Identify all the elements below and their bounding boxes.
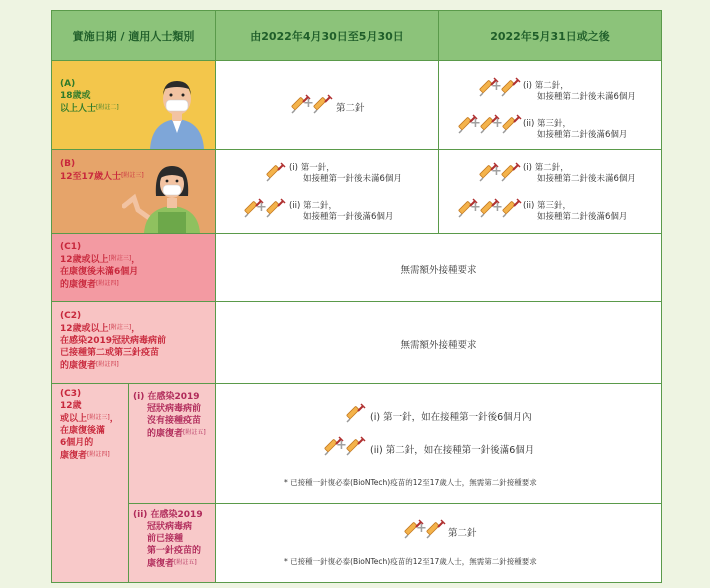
plus-icon: + (492, 116, 503, 131)
row-b-p2-i-sub: 如接種第二針後未滿6個月 (537, 174, 636, 184)
grid-line (438, 11, 439, 233)
row-b-note: [附註三] (121, 172, 144, 179)
row-c3-sub-i-line1: (i) 在感染2019 (133, 392, 200, 402)
row-c2-content-cell (216, 302, 661, 383)
row-c3-sub-ii-cell (129, 504, 215, 582)
row-c1-line3: 的康復者 (60, 280, 97, 290)
row-c3-sub-i-opt2: (ii) 第二針，如在接種第一針後滿6個月 (370, 445, 535, 456)
header-period-2: 2022年5月31日或之後 (439, 11, 661, 60)
row-b-period1-cell (216, 150, 438, 233)
row-c1-label-cell (52, 234, 215, 301)
syringe-icon (311, 94, 333, 116)
grid-line (52, 233, 661, 234)
row-b-p2-ii-sub: 如接種第二針後滿6個月 (537, 212, 628, 222)
row-c1-content: 無需額外接種要求 (400, 265, 477, 276)
grid-line (129, 503, 661, 504)
row-c3-sub-i-note: [附註五] (183, 429, 206, 436)
row-c3-sub-ii-line4: 第一針疫苗的 (147, 546, 202, 556)
row-c3-sub-ii-content (216, 504, 661, 582)
plus-icon: + (491, 164, 502, 179)
grid-line (52, 383, 661, 384)
row-c3-sub-i-line2: 冠狀病毒病前 (147, 404, 202, 414)
row-c3-sub-ii-line3: 前已接種 (147, 534, 184, 544)
syringe-icon (499, 162, 521, 184)
row-b-p1-i-sub: 如接種第一針後未滿6個月 (303, 174, 402, 184)
grid-line (128, 384, 129, 582)
row-c3-line4: 6個月的 (60, 438, 94, 448)
row-c3-line1: 12歲 (60, 401, 82, 411)
row-b-p2-i: (i) 第二針， (523, 163, 569, 173)
row-c3-note1: [附註三] (87, 414, 110, 421)
row-a-line2: 以上人士 (60, 104, 97, 114)
row-c2-line2: 在感染2019冠狀病毒病前 (60, 336, 167, 346)
row-c3-sub-ii-footnote: * 已接種一針復必泰(BioNTech)疫苗的12至17歲人士，無需第二針接種要求 (284, 557, 537, 566)
row-b-p1-i: (i) 第一針， (289, 163, 335, 173)
syringe-icon (500, 198, 522, 220)
person-woman-icon (122, 160, 210, 233)
row-c2-note1: [附註三] (108, 324, 132, 331)
row-c1-line1: 12歲或以上 (60, 255, 109, 265)
row-c3-label-cell (52, 384, 128, 582)
row-a-period1-cell (216, 61, 438, 149)
plus-icon: + (491, 79, 502, 94)
row-c3-sub-i-cell (129, 384, 215, 503)
vaccine-pair (289, 94, 331, 116)
syringe-icon (344, 436, 366, 458)
row-a-p2-i: (i) 第二針， (523, 81, 569, 91)
row-a-label-cell (52, 61, 215, 149)
row-c3-sub-ii-line2: 冠狀病毒病 (147, 522, 193, 532)
header-category: 實施日期 / 適用人士類別 (52, 11, 215, 60)
row-c3-sub-ii-text: 第二針 (448, 528, 477, 539)
row-a-p2-i-sub: 如接種第二針後未滿6個月 (537, 92, 636, 102)
row-a-note: [附註二] (96, 104, 119, 111)
row-c3-sub-ii-note: [附註五] (174, 559, 197, 566)
row-c1-content-cell (216, 234, 661, 301)
row-a-code: (A) (60, 79, 76, 89)
row-c3-line2: 或以上 (60, 414, 88, 424)
plus-icon: + (336, 438, 347, 453)
row-b-p2-ii: (ii) 第三針， (523, 201, 572, 211)
row-a-p2-ii-sub: 如接種第二針後滿6個月 (537, 130, 628, 140)
syringe-icon (499, 77, 521, 99)
syringe-icon (264, 162, 286, 184)
vaccination-requirements-table (51, 10, 662, 583)
row-c2-label-cell (52, 302, 215, 383)
row-b-p1-ii-sub: 如接種第一針後滿6個月 (303, 212, 394, 222)
row-a-period2-cell (439, 61, 661, 149)
row-c2-line4: 的康復者 (60, 361, 97, 371)
row-b-code: (B) (60, 159, 76, 169)
person-man-icon (144, 73, 210, 149)
plus-icon: + (470, 116, 481, 131)
row-c3-sub-ii-line5: 康復者 (147, 559, 175, 569)
syringe-icon (500, 114, 522, 136)
row-b-period2-cell (439, 150, 661, 233)
row-c3-sub-i-opt1: (i) 第一針，如在接種第一針後6個月內 (370, 412, 532, 423)
row-c3-sub-i-line4: 的康復者 (147, 429, 184, 439)
row-c2-content: 無需額外接種要求 (400, 340, 477, 351)
row-c1-code: (C1) (60, 242, 82, 252)
row-c3-note2: [附註四] (87, 451, 110, 458)
row-c3-sub-ii-line1: (ii) 在感染2019 (133, 510, 203, 520)
row-b-p1-ii: (ii) 第二針， (289, 201, 338, 211)
row-c3-sub-i-content (216, 384, 661, 503)
plus-icon: + (303, 96, 314, 111)
row-c2-suffix: ， (131, 324, 141, 334)
row-a-p2-ii: (ii) 第三針， (523, 119, 572, 129)
plus-icon: + (256, 200, 267, 215)
row-c3-line3: 在康復後滿 (60, 426, 106, 436)
row-c1-suffix: ， (131, 255, 141, 265)
plus-icon: + (492, 200, 503, 215)
grid-line (215, 11, 216, 582)
row-c2-code: (C2) (60, 311, 82, 321)
syringe-icon (424, 519, 446, 541)
row-c1-note2: [附註四] (96, 280, 119, 287)
row-b-main: 12至17歲人士 (60, 172, 122, 182)
grid-line (52, 60, 661, 61)
row-c3-code: (C3) (60, 389, 82, 399)
row-a-line1: 18歲或 (60, 91, 91, 101)
row-c1-note1: [附註三] (108, 255, 132, 262)
row-c1-line2: 在康復後未滿6個月 (60, 267, 139, 277)
row-c2-line3: 已接種第二或第三針疫苗 (60, 348, 160, 358)
plus-icon: + (470, 200, 481, 215)
row-c2-note2: [附註四] (96, 361, 119, 368)
grid-line (52, 149, 661, 150)
row-a-period1-text: 第二針 (336, 103, 365, 114)
row-c3-sub-i-footnote: * 已接種一針復必泰(BioNTech)疫苗的12至17歲人士，無需第二針接種要求 (284, 478, 537, 487)
row-c2-line1: 12歲或以上 (60, 324, 109, 334)
syringe-icon (344, 403, 366, 425)
row-b-label-cell (52, 150, 215, 233)
row-c3-line5: 康復者 (60, 451, 88, 461)
header-period-1: 由2022年4月30日至5月30日 (216, 11, 438, 60)
plus-icon: + (416, 521, 427, 536)
grid-line (52, 301, 661, 302)
row-c3-suffix: ， (109, 414, 119, 424)
row-c3-sub-i-line3: 沒有接種疫苗 (147, 416, 202, 426)
syringe-icon (264, 198, 286, 220)
